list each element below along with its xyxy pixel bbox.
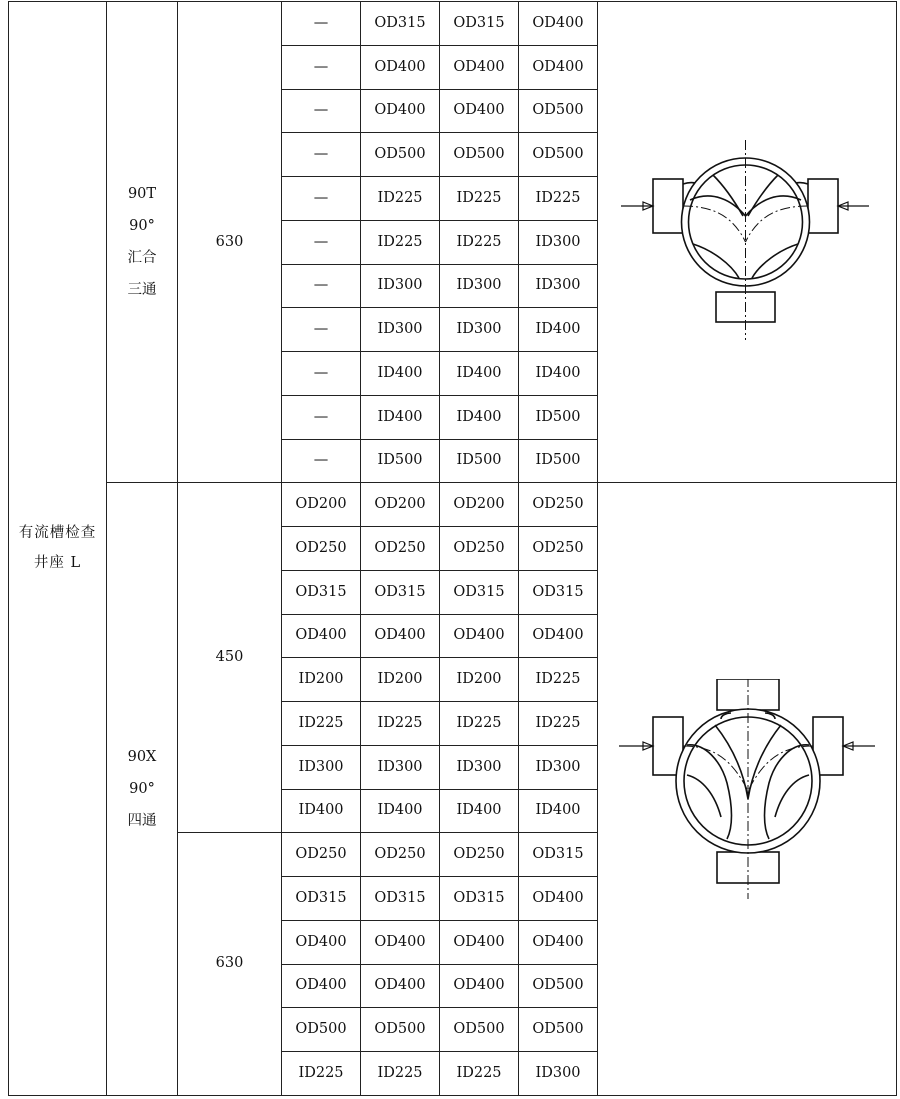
pipe-size-cell: OD400 bbox=[519, 2, 598, 46]
cross-figure-cell bbox=[598, 483, 897, 1096]
pipe-size-cell: OD315 bbox=[519, 570, 598, 614]
pipe-size-cell: — bbox=[282, 308, 361, 352]
pipe-size-cell: OD400 bbox=[361, 920, 440, 964]
pipe-size-cell: OD200 bbox=[361, 483, 440, 527]
pipe-size-cell: OD400 bbox=[440, 45, 519, 89]
fitting-type-line: 三通 bbox=[127, 282, 157, 299]
pipe-size-cell: ID200 bbox=[282, 658, 361, 702]
pipe-size-cell: OD315 bbox=[361, 877, 440, 921]
pipe-size-cell: OD315 bbox=[282, 570, 361, 614]
pipe-size-cell: ID225 bbox=[282, 702, 361, 746]
pipe-size-cell: ID500 bbox=[519, 395, 598, 439]
pipe-size-cell: OD500 bbox=[361, 133, 440, 177]
pipe-size-cell: OD500 bbox=[440, 133, 519, 177]
pipe-size-cell: OD250 bbox=[361, 527, 440, 571]
tee-figure-cell bbox=[598, 2, 897, 483]
pipe-size-cell: OD400 bbox=[440, 89, 519, 133]
pipe-size-cell: OD250 bbox=[519, 483, 598, 527]
pipe-size-cell: — bbox=[282, 220, 361, 264]
pipe-size-cell: OD500 bbox=[282, 1008, 361, 1052]
pipe-size-cell: OD250 bbox=[282, 527, 361, 571]
pipe-size-cell: ID300 bbox=[519, 745, 598, 789]
pipe-size-cell: — bbox=[282, 133, 361, 177]
pipe-size-cell: ID300 bbox=[361, 308, 440, 352]
category-text: 有流槽检查井座 L bbox=[18, 525, 97, 572]
pipe-size-cell: OD315 bbox=[440, 877, 519, 921]
fitting-type-line: 90° bbox=[129, 781, 155, 797]
pipe-size-cell: ID300 bbox=[361, 745, 440, 789]
pipe-size-cell: OD400 bbox=[361, 964, 440, 1008]
pipe-size-cell: OD315 bbox=[440, 2, 519, 46]
pipe-size-cell: OD400 bbox=[519, 614, 598, 658]
pipe-size-cell: OD315 bbox=[282, 877, 361, 921]
pipe-size-cell: — bbox=[282, 177, 361, 221]
pipe-size-cell: ID400 bbox=[361, 395, 440, 439]
pipe-size-cell: ID400 bbox=[440, 789, 519, 833]
pipe-size-cell: OD500 bbox=[440, 1008, 519, 1052]
pipe-size-cell: OD400 bbox=[361, 89, 440, 133]
pipe-size-cell: ID200 bbox=[440, 658, 519, 702]
pipe-size-cell: OD315 bbox=[519, 833, 598, 877]
pipe-size-cell: ID225 bbox=[361, 1052, 440, 1096]
pipe-size-cell: OD250 bbox=[519, 527, 598, 571]
pipe-size-cell: ID225 bbox=[519, 702, 598, 746]
pipe-size-cell: OD400 bbox=[440, 920, 519, 964]
pipe-size-cell: ID300 bbox=[519, 220, 598, 264]
pipe-size-cell: OD315 bbox=[361, 2, 440, 46]
pipe-size-cell: OD315 bbox=[361, 570, 440, 614]
pipe-size-cell: ID300 bbox=[440, 308, 519, 352]
pipe-size-cell: ID225 bbox=[519, 177, 598, 221]
pipe-size-cell: ID225 bbox=[361, 177, 440, 221]
fitting-type-line: 90X bbox=[127, 749, 157, 765]
pipe-size-cell: OD315 bbox=[440, 570, 519, 614]
pipe-size-cell: — bbox=[282, 45, 361, 89]
pipe-size-cell: — bbox=[282, 2, 361, 46]
pipe-size-cell: OD250 bbox=[361, 833, 440, 877]
chamber-size: 630 bbox=[178, 833, 282, 1096]
pipe-size-cell: OD400 bbox=[440, 964, 519, 1008]
pipe-size-cell: OD500 bbox=[519, 964, 598, 1008]
pipe-size-cell: ID500 bbox=[361, 439, 440, 483]
pipe-size-cell: ID400 bbox=[282, 789, 361, 833]
pipe-size-cell: ID225 bbox=[361, 702, 440, 746]
pipe-size-cell: ID300 bbox=[440, 745, 519, 789]
pipe-size-cell: — bbox=[282, 395, 361, 439]
pipe-size-cell: OD400 bbox=[440, 614, 519, 658]
fitting-type-line: 汇合 bbox=[127, 250, 157, 267]
pipe-size-cell: — bbox=[282, 264, 361, 308]
fitting-type-line: 90° bbox=[129, 218, 155, 235]
pipe-size-cell: OD500 bbox=[519, 89, 598, 133]
pipe-size-cell: OD400 bbox=[282, 920, 361, 964]
pipe-size-cell: ID225 bbox=[519, 658, 598, 702]
pipe-size-cell: ID200 bbox=[361, 658, 440, 702]
table-row bbox=[9, 2, 897, 46]
pipe-size-cell: OD400 bbox=[282, 614, 361, 658]
table-row bbox=[9, 483, 897, 527]
pipe-size-cell: ID400 bbox=[440, 352, 519, 396]
pipe-size-cell: — bbox=[282, 439, 361, 483]
pipe-size-cell: OD400 bbox=[361, 45, 440, 89]
pipe-size-cell: OD250 bbox=[282, 833, 361, 877]
pipe-size-cell: OD400 bbox=[519, 920, 598, 964]
pipe-size-cell: ID225 bbox=[440, 702, 519, 746]
pipe-size-cell: ID225 bbox=[440, 220, 519, 264]
pipe-size-cell: OD500 bbox=[519, 1008, 598, 1052]
fitting-type-label bbox=[107, 2, 178, 483]
pipe-size-cell: ID400 bbox=[519, 308, 598, 352]
pipe-size-cell: ID400 bbox=[519, 789, 598, 833]
pipe-size-cell: OD500 bbox=[519, 133, 598, 177]
fitting-type-label bbox=[107, 483, 178, 1096]
pipe-size-cell: OD200 bbox=[440, 483, 519, 527]
pipe-size-cell: OD400 bbox=[519, 877, 598, 921]
pipe-size-cell: ID500 bbox=[519, 439, 598, 483]
pipe-size-cell: OD400 bbox=[282, 964, 361, 1008]
pipe-size-cell: OD400 bbox=[361, 614, 440, 658]
pipe-size-cell: ID300 bbox=[519, 264, 598, 308]
pipe-size-cell: ID300 bbox=[282, 745, 361, 789]
pipe-size-cell: OD500 bbox=[361, 1008, 440, 1052]
chamber-size: 630 bbox=[178, 2, 282, 483]
pipe-size-cell: OD200 bbox=[282, 483, 361, 527]
pipe-size-cell: — bbox=[282, 352, 361, 396]
chamber-size: 450 bbox=[178, 483, 282, 833]
pipe-size-cell: ID300 bbox=[519, 1052, 598, 1096]
category-label bbox=[9, 2, 107, 1096]
pipe-size-cell: — bbox=[282, 89, 361, 133]
tee-junction-drawing bbox=[617, 132, 877, 352]
cross-junction-drawing bbox=[617, 679, 877, 899]
pipe-size-cell: ID225 bbox=[361, 220, 440, 264]
pipe-size-cell: ID400 bbox=[361, 352, 440, 396]
pipe-size-cell: ID300 bbox=[440, 264, 519, 308]
pipe-size-cell: OD400 bbox=[519, 45, 598, 89]
pipe-size-cell: OD250 bbox=[440, 527, 519, 571]
pipe-size-cell: OD250 bbox=[440, 833, 519, 877]
fitting-type-line: 四通 bbox=[127, 813, 157, 829]
spec-table bbox=[8, 1, 897, 1096]
fitting-type-line: 90T bbox=[127, 186, 157, 203]
pipe-size-cell: ID300 bbox=[361, 264, 440, 308]
pipe-size-cell: ID400 bbox=[519, 352, 598, 396]
pipe-size-cell: ID400 bbox=[361, 789, 440, 833]
pipe-size-cell: ID225 bbox=[440, 177, 519, 221]
pipe-size-cell: ID500 bbox=[440, 439, 519, 483]
pipe-size-cell: ID225 bbox=[440, 1052, 519, 1096]
pipe-size-cell: ID400 bbox=[440, 395, 519, 439]
pipe-size-cell: ID225 bbox=[282, 1052, 361, 1096]
